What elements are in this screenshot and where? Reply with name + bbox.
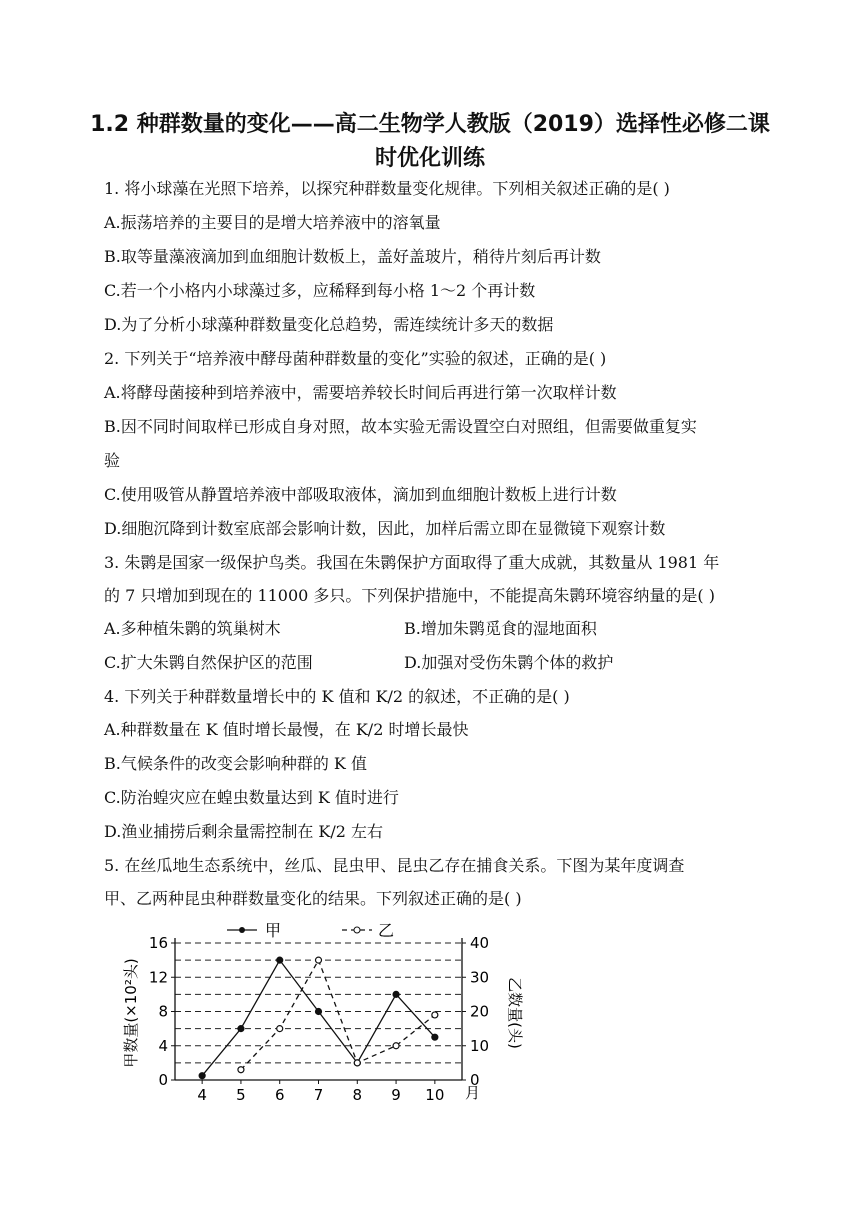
y-tick-label: 4 [158, 1036, 168, 1055]
y-axis-label-right: 乙数量(头) [506, 977, 524, 1049]
y-tick-label: 12 [148, 968, 168, 987]
question-3-option-d: D.加强对受伤朱鹮个体的救护 [404, 653, 614, 672]
question-1-option-a: A.振荡培养的主要目的是增大培养液中的溶氧量 [104, 213, 441, 232]
page-title-line1: 1.2 种群数量的变化——高二生物学人教版（2019）选择性必修二课 [90, 112, 770, 137]
question-3-stem-line1: 3. 朱鹮是国家一级保护鸟类。我国在朱鹮保护方面取得了重大成就，其数量从 1981 年 [104, 553, 720, 572]
data-point-甲 [199, 1073, 205, 1079]
y-tick-label: 16 [148, 934, 168, 952]
data-point-乙 [238, 1067, 244, 1073]
legend-label-jia: 甲 [265, 921, 282, 940]
y-axis-label-left: 甲数量(×10²头) [122, 958, 140, 1068]
page-title-line2: 时优化训练 [374, 146, 485, 171]
x-tick-label: 7 [313, 1086, 324, 1104]
question-2-option-a: A.将酵母菌接种到培养液中，需要培养较长时间后再进行第一次取样计数 [104, 383, 617, 402]
data-point-乙 [354, 1060, 360, 1066]
question-4-stem: 4. 下列关于种群数量增长中的 K 值和 K/2 的叙述，不正确的是( ) [104, 687, 570, 706]
question-1-option-b: B.取等量藻液滴加到血细胞计数板上，盖好盖玻片，稍待片刻后再计数 [104, 247, 601, 266]
chart-series [199, 957, 438, 1079]
left-y-ticks [149, 934, 175, 1089]
data-point-甲 [393, 991, 399, 997]
x-tick-label: 4 [197, 1086, 207, 1104]
legend-marker-yi [354, 927, 360, 933]
data-point-乙 [432, 1012, 438, 1018]
question-1-option-c: C.若一个小格内小球藻过多，应稀释到每小格 1～2 个再计数 [104, 281, 536, 300]
question-4-option-d: D.渔业捕捞后剩余量需控制在 K/2 左右 [104, 822, 384, 841]
x-axis-unit: 月 [465, 1084, 481, 1102]
chart-legend [227, 921, 394, 940]
x-tick-label: 5 [236, 1086, 246, 1104]
question-3-stem-line2: 的 7 只增加到现在的 11000 多只。下列保护措施中，不能提高朱鹮环境容纳量的是( ) [104, 586, 715, 605]
question-3-option-a: A.多种植朱鹮的筑巢树木 [104, 619, 281, 638]
legend-marker-jia [239, 927, 245, 933]
x-tick-label: 8 [352, 1086, 363, 1104]
question-2-option-b: B.因不同时间取样已形成自身对照，故本实验无需设置空白对照组，但需要做重复实 [104, 417, 697, 436]
y-tick-label: 8 [158, 1002, 168, 1021]
question-3-option-b: B.增加朱鹮觅食的湿地面积 [404, 619, 597, 638]
question-4-option-a: A.种群数量在 K 值时增长最慢，在 K/2 时增长最快 [104, 720, 469, 739]
data-point-乙 [393, 1043, 399, 1049]
question-1-stem: 1. 将小球藻在光照下培养，以探究种群数量变化规律。下列相关叙述正确的是( ) [104, 179, 670, 198]
data-point-甲 [316, 1009, 322, 1015]
data-point-甲 [432, 1034, 438, 1040]
question-4-option-c: C.防治蝗灾应在蝗虫数量达到 K 值时进行 [104, 788, 399, 807]
question-5-stem-line2: 甲、乙两种昆虫种群数量变化的结果。下列叙述正确的是( ) [104, 889, 522, 908]
y-tick-label: 0 [158, 1071, 168, 1089]
question-4-option-b: B.气候条件的改变会影响种群的 K 值 [104, 754, 367, 773]
y-right-tick-label: 20 [470, 1002, 490, 1021]
y-right-tick-label: 30 [470, 968, 490, 987]
question-3-option-c: C.扩大朱鹮自然保护区的范围 [104, 653, 313, 672]
right-y-ticks [462, 934, 489, 1089]
y-right-tick-label: 40 [470, 934, 490, 952]
x-tick-label: 10 [425, 1086, 445, 1104]
y-right-tick-label: 0 [470, 1071, 480, 1089]
x-tick-label: 6 [274, 1086, 285, 1104]
data-point-甲 [238, 1026, 244, 1032]
legend-label-yi: 乙 [378, 921, 395, 940]
data-point-乙 [316, 957, 322, 963]
question-2-option-c: C.使用吸管从静置培养液中部吸取液体，滴加到血细胞计数板上进行计数 [104, 485, 617, 504]
question-1-option-d: D.为了分析小球藻种群数量变化总趋势，需连续统计多天的数据 [104, 315, 554, 334]
question-5-stem-line1: 5. 在丝瓜地生态系统中，丝瓜、昆虫甲、昆虫乙存在捕食关系。下图为某年度调查 [104, 856, 685, 875]
data-point-乙 [277, 1026, 283, 1032]
question-2-option-b-cont: 验 [104, 451, 121, 470]
question-2-stem: 2. 下列关于“培养液中酵母菌种群数量的变化”实验的叙述，正确的是( ) [104, 349, 607, 368]
population-chart [120, 918, 524, 1108]
x-tick-label: 9 [391, 1086, 401, 1104]
data-point-甲 [277, 957, 283, 963]
x-ticks [197, 1080, 444, 1104]
question-2-option-d: D.细胞沉降到计数室底部会影响计数，因此，加样后需立即在显微镜下观察计数 [104, 519, 666, 538]
y-right-tick-label: 10 [470, 1036, 490, 1055]
